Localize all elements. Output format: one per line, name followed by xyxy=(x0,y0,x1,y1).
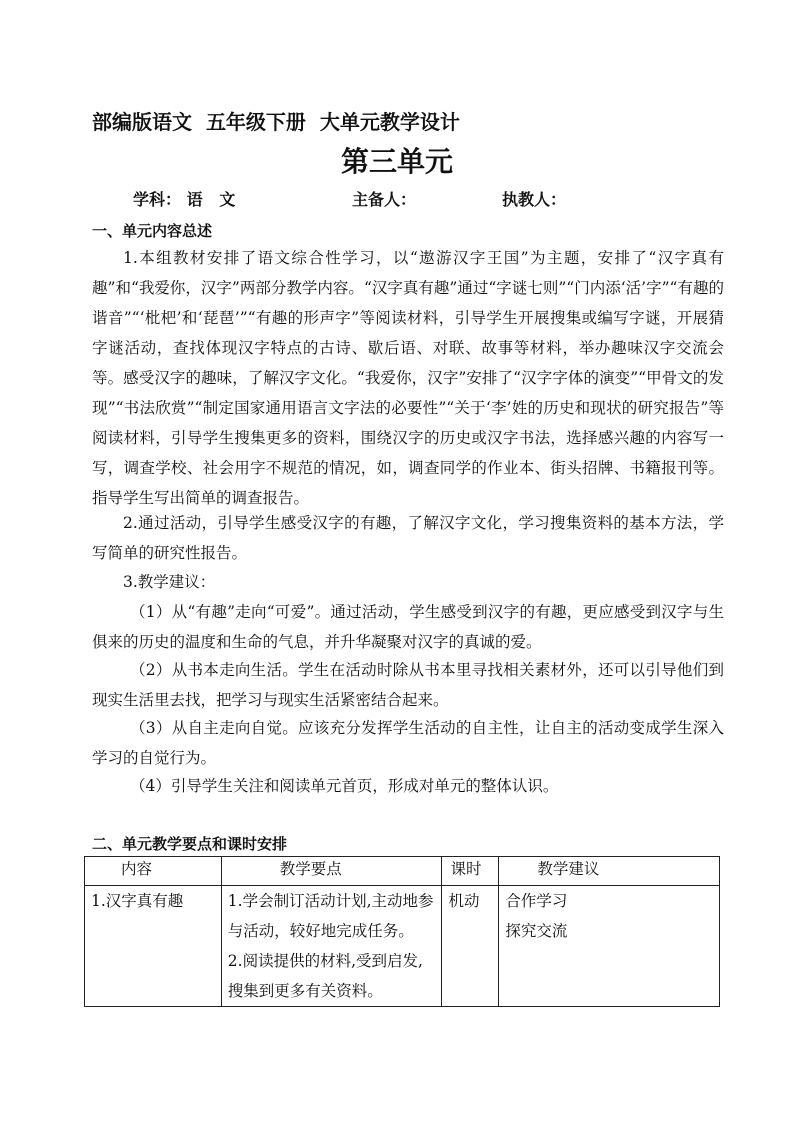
overview-paragraph-3: 3.教学建议： xyxy=(123,573,216,591)
column-header-advice: 教学建议 xyxy=(499,857,720,886)
teaching-suggestion-1: （1）从“有趣”走向“可爱”。通过活动，学生感受到汉字的有趣，更应感受到汉字与生俱来的历史的温度和生命的气息，并升华凝聚对汉字的真诚的爱。 xyxy=(92,603,724,651)
overview-paragraph-2: 2.通过活动，引导学生感受汉字的有趣，了解汉字文化，学习搜集资料的基本方法，学写简单的研究性报告。 xyxy=(92,514,724,562)
section-heading-plan: 二、单元教学要点和课时安排 xyxy=(92,835,288,853)
row-content-cell: 1.汉字真有趣 xyxy=(85,886,222,1007)
subject-label: 学科： xyxy=(133,190,182,209)
document-header xyxy=(92,106,460,135)
teaching-suggestion-2: （2）从书本走向生活。学生在活动时除从书本里寻找相关素材外，还可以引导他们到现实生活里去找，把学习与现实生活紧密结合起来。 xyxy=(92,661,724,709)
subject-value: 语 文 xyxy=(186,190,236,209)
unit-title: 第三单元 xyxy=(340,145,453,178)
header-design: 大单元教学设计 xyxy=(319,110,460,134)
overview-paragraph-1: 1.本组教材安排了语文综合性学习，以“遨游汉字王国”为主题，安排了“汉字真有趣”和“我爱你，汉字”两部分教学内容。“汉字真有趣”通过“字谜七则”“门内添‘活’字”“有趣的谐音”“‘枇杷’和‘琵琶’”“有趣的形声字”等阅读材料，引导学生开展搜集或编写字谜，开展猜字谜活动，查找体现汉字特点的古诗、歇后语、对联、故事等材料，举办趣味汉字交流会等。感受汉字的趣味，了解汉字文化。“我爱你，汉字”安排了“汉字字体的演变”“甲骨文的发现”“书法欣赏”“制定国家通用语言文字法的必要性”“关于‘李’姓的历史和现状的研究报告”等阅读材料，引导学生搜集更多的资料，围绕汉字的历史或汉字书法，选择感兴趣的内容写一写，调查学校、社会用字不规范的情况，如，调查同学的作业本、街头招牌、书籍报刊等。指导学生写出简单的调查报告。 xyxy=(92,249,724,507)
section-heading-overview: 一、单元内容总述 xyxy=(92,222,213,240)
teacher-label: 执教人： xyxy=(502,190,567,209)
row-advice-cell xyxy=(499,886,720,1007)
teaching-suggestion-4: （4）引导学生关注和阅读单元首页，形成对单元的整体认识。 xyxy=(130,777,559,795)
subject-field xyxy=(133,187,235,210)
column-header-content: 内容 xyxy=(85,857,222,886)
row-points-cell xyxy=(221,886,442,1007)
row-hours-cell: 机动 xyxy=(442,886,499,1007)
advice-item-1: 合作学习 xyxy=(505,892,568,910)
header-series: 部编版语文 xyxy=(92,110,192,134)
header-grade: 五年级下册 xyxy=(205,110,306,134)
advice-item-2: 探究交流 xyxy=(505,922,568,940)
teaching-suggestion-3: （3）从自主走向自觉。应该充分发挥学生活动的自主性，让自主的活动变成学生深入学习的自觉行为。 xyxy=(92,719,724,767)
teaching-point-2: 2.阅读提供的材料,受到启发,搜集到更多有关资料。 xyxy=(227,952,423,1000)
lesson-plan-table xyxy=(84,856,720,1007)
column-header-points: 教学要点 xyxy=(221,857,442,886)
column-header-hours: 课时 xyxy=(442,857,499,886)
table-row xyxy=(85,886,720,1007)
table-header-row xyxy=(85,857,720,886)
preparer-label: 主备人： xyxy=(352,190,417,209)
teaching-point-1: 1.学会制订活动计划,主动地参与活动，较好地完成任务。 xyxy=(227,892,434,940)
